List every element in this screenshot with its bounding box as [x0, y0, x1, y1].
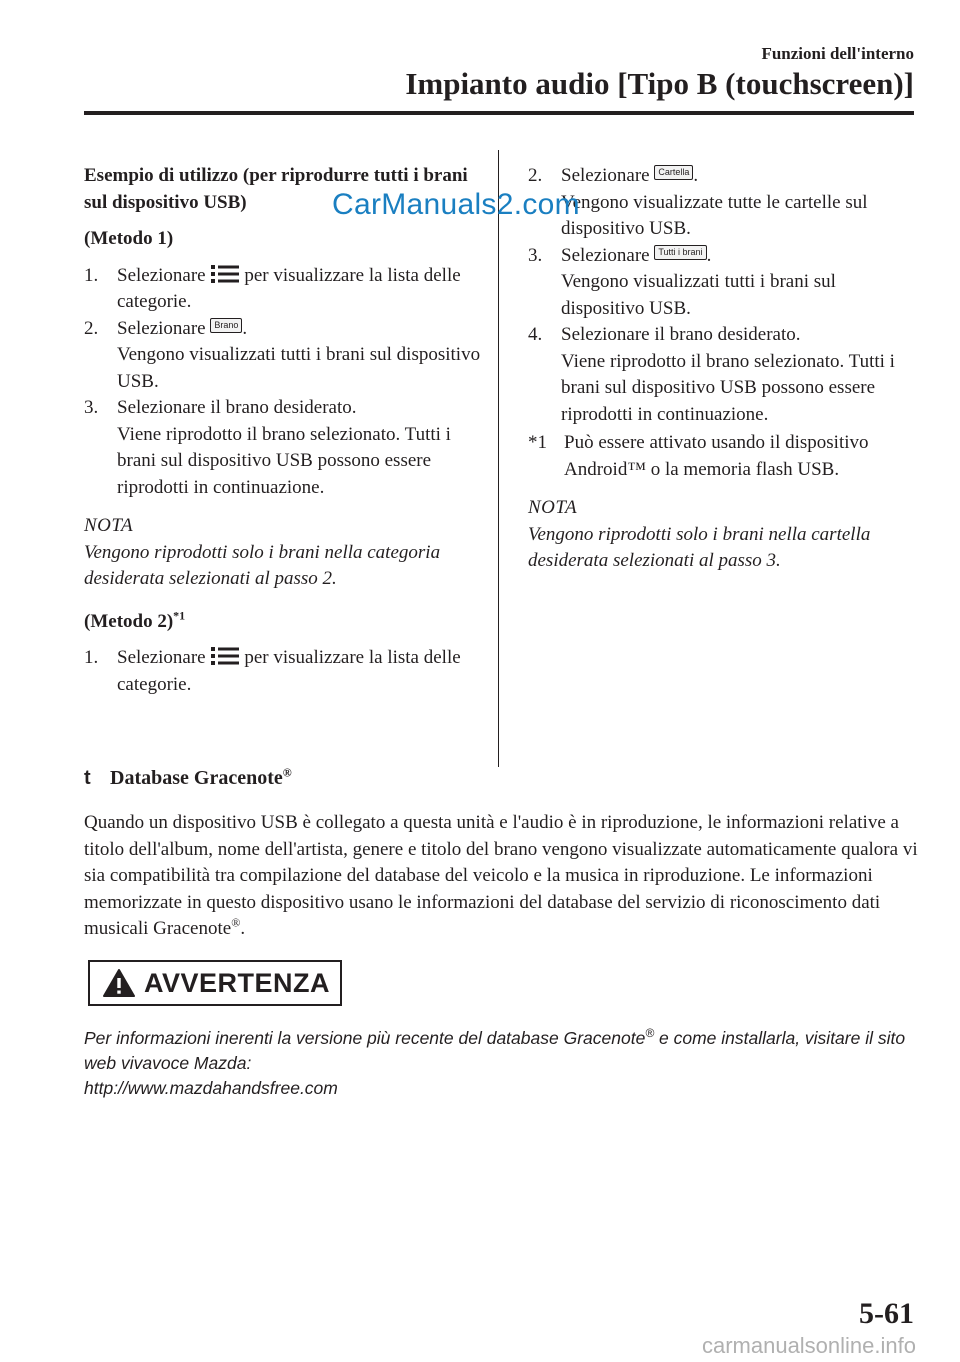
step-text-post: .	[706, 244, 712, 266]
step-text-pre: Selezionare	[117, 317, 206, 339]
step-number: 1.	[84, 264, 99, 286]
step-number: 2.	[528, 165, 543, 186]
method2-title-text: (Metodo 2)	[84, 610, 174, 632]
step-number: 3.	[84, 397, 99, 418]
registered-mark: ®	[282, 765, 292, 780]
brano-button: Brano	[210, 318, 242, 333]
page-title: Impianto audio [Tipo B (touchscreen)]	[405, 66, 914, 101]
step-detail: Vengono visualizzati tutti i brani sul dispositivo USB.	[561, 271, 836, 319]
method2-title	[84, 609, 484, 636]
column-divider	[498, 150, 499, 767]
mazda-url-link[interactable]: http://www.mazdahandsfree.com	[84, 1078, 338, 1098]
step-text-pre: Selezionare	[561, 165, 650, 186]
cartella-button: Cartella	[654, 165, 693, 180]
method2-step-2	[528, 163, 918, 243]
step-number: 2.	[84, 317, 99, 339]
warning-text	[84, 1026, 918, 1101]
list-icon	[210, 264, 240, 284]
step-text-pre: Selezionare	[117, 647, 206, 668]
footnote-text: Può essere attivato usando il dispositivo Android™ o la memoria flash USB.	[564, 432, 869, 480]
registered-mark: ®	[231, 915, 241, 930]
step-detail: Vengono visualizzati tutti i brani sul dispositivo USB.	[117, 344, 481, 392]
method2-step-3	[528, 243, 918, 323]
warning-text-post: e come installarla, visitare il sito web vivavoce Mazda:	[84, 1028, 906, 1073]
page-number: 5-61	[859, 1297, 914, 1330]
step-number: 3.	[528, 244, 543, 266]
database-heading	[84, 767, 292, 790]
method1-step-1	[84, 263, 484, 316]
note-label: NOTA	[84, 515, 134, 536]
step-text-post: .	[242, 317, 248, 339]
step-text-post: per visualizzare la lista delle categorie.	[117, 647, 461, 695]
step-text-post: .	[693, 165, 699, 186]
database-body	[84, 810, 918, 943]
warning-text-pre: Per informazioni inerenti la versione più recente del database Gracenote	[84, 1028, 646, 1048]
step-number: 4.	[528, 324, 543, 345]
note-label: NOTA	[528, 497, 578, 518]
header-divider	[84, 111, 914, 115]
note-text: Vengono riprodotti solo i brani nella categoria desiderata selezionati al passo 2.	[84, 541, 441, 589]
watermark-top: CarManuals2.com	[332, 188, 580, 221]
warning-triangle-icon	[102, 968, 136, 998]
step-number: 1.	[84, 647, 99, 668]
method1-title: (Metodo 1)	[84, 228, 174, 249]
step-text-post: per visualizzare la lista delle categorie.	[117, 264, 461, 312]
tutti-i-brani-button: Tutti i brani	[654, 245, 706, 260]
left-column	[84, 163, 484, 698]
database-body-text: Quando un dispositivo USB è collegato a questa unità e l'audio è in riproduzione, le informazioni relative a titolo dell'album, nome dell'artista, genere e titolo del brano vengono visualizzate automaticamente qualora vi sia compatibilità tra compilazione del database del veicolo e la musica in riproduzione. Le informazioni memorizzate in questo dispositivo usano le informazioni del database del servizio di riconoscimento dati musicali Gracenote	[84, 812, 918, 939]
registered-mark: ®	[645, 1026, 655, 1041]
method2-step-4	[528, 322, 918, 428]
step-text-pre: Selezionare	[561, 244, 650, 266]
database-heading-text: Database Gracenote	[110, 767, 283, 789]
step-detail: Viene riprodotto il brano selezionato. Tutti i brani sul dispositivo USB possono essere riprodotti in continuazione.	[117, 423, 451, 498]
footnote-mark: *1	[528, 432, 547, 453]
method1-step-2	[84, 316, 484, 396]
section-bullet: t	[84, 767, 91, 789]
step-detail: Vengono visualizzate tutte le cartelle sul dispositivo USB.	[561, 191, 868, 239]
method1-step-3	[84, 395, 484, 501]
step-text-pre: Selezionare	[117, 264, 206, 286]
footnote	[528, 430, 918, 483]
step-text: Selezionare il brano desiderato.	[561, 324, 801, 345]
step-detail: Viene riprodotto il brano selezionato. Tutti i brani sul dispositivo USB possono essere riprodotti in continuazione.	[561, 350, 895, 425]
warning-label: AVVERTENZA	[144, 967, 331, 998]
database-body-end: .	[240, 918, 246, 939]
method2-step-1	[84, 645, 484, 698]
example-title: Esempio di utilizzo (per riprodurre tutti i brani sul dispositivo USB)	[84, 165, 468, 213]
section-label: Funzioni dell'interno	[761, 44, 914, 63]
step-text: Selezionare il brano desiderato.	[117, 397, 357, 418]
footnote-ref: *1	[173, 608, 186, 623]
list-icon	[210, 646, 240, 666]
note-text: Vengono riprodotti solo i brani nella cartella desiderata selezionati al passo 3.	[528, 523, 871, 571]
right-column	[528, 163, 918, 575]
watermark-bottom: carmanualsonline.info	[701, 1333, 916, 1358]
warning-box	[88, 960, 342, 1006]
